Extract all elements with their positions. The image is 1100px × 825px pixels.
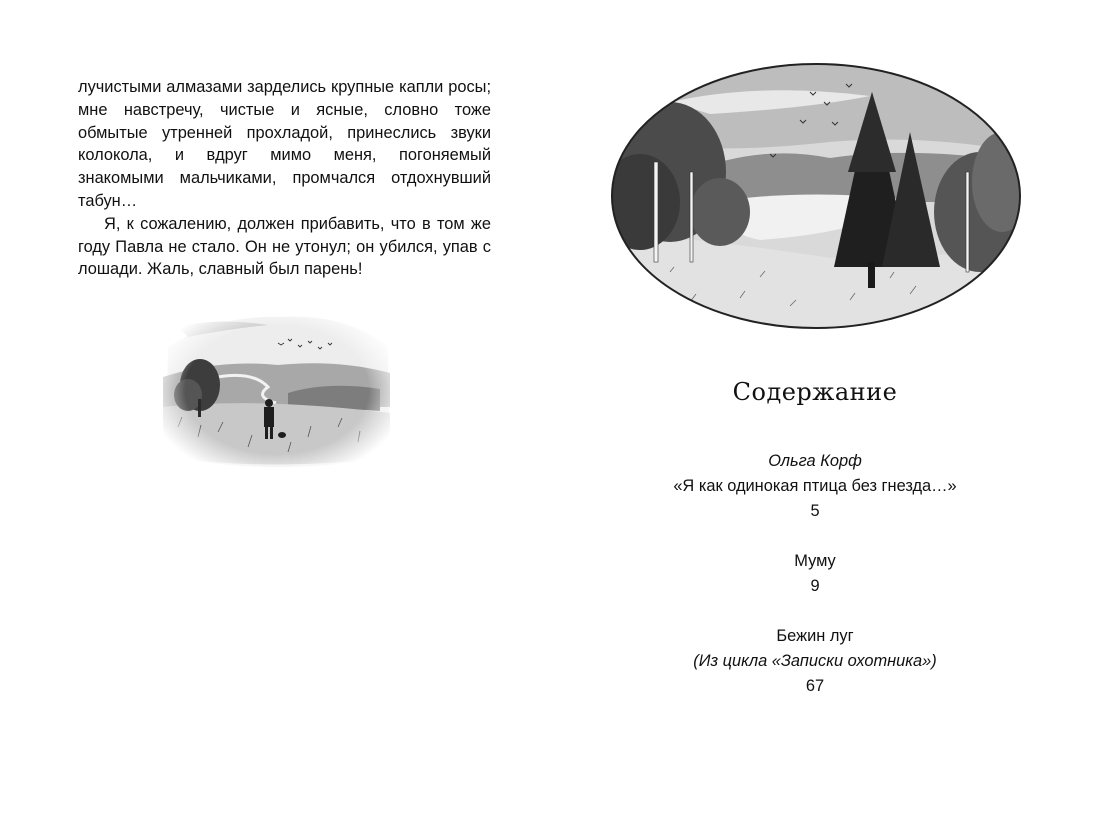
toc-entry-title: Муму (794, 552, 836, 570)
toc-entry-page: 5 (810, 502, 820, 520)
paragraph-1: лучистыми алмазами зарделись крупные капли росы; мне навстречу, чистые и ясные, словно тоже обмытые утренней прохладой, принеслись звуки колокола, и вдруг мимо меня, погоняемый знакомыми мальчиками, промчался отдохнувший табун… (78, 78, 491, 210)
paragraph-2: Я, к сожалению, должен прибавить, что в том же году Павла не стало. Он не утонул; он убился, упав с лошади. Жаль, славный был парень! (78, 214, 491, 279)
toc-entry-page: 67 (805, 677, 825, 695)
toc-entry-title: «Я как одинокая птица без гнезда…» (673, 477, 957, 495)
oval-landscape-illustration (610, 62, 1022, 330)
toc-entry (550, 624, 1080, 699)
landscape-vignette-illustration (158, 307, 396, 473)
toc-entry-author: Ольга Корф (768, 452, 862, 470)
toc-entry (550, 449, 1080, 524)
right-page (550, 0, 1100, 825)
toc-entry-subtitle: (Из цикла «Записки охотника») (693, 652, 937, 670)
toc-entry (550, 549, 1080, 599)
story-text (78, 76, 491, 281)
contents-heading: Содержание (732, 378, 898, 406)
toc-entry-title: Бежин луг (776, 627, 854, 645)
table-of-contents (550, 449, 1080, 724)
toc-entry-page: 9 (810, 577, 820, 595)
